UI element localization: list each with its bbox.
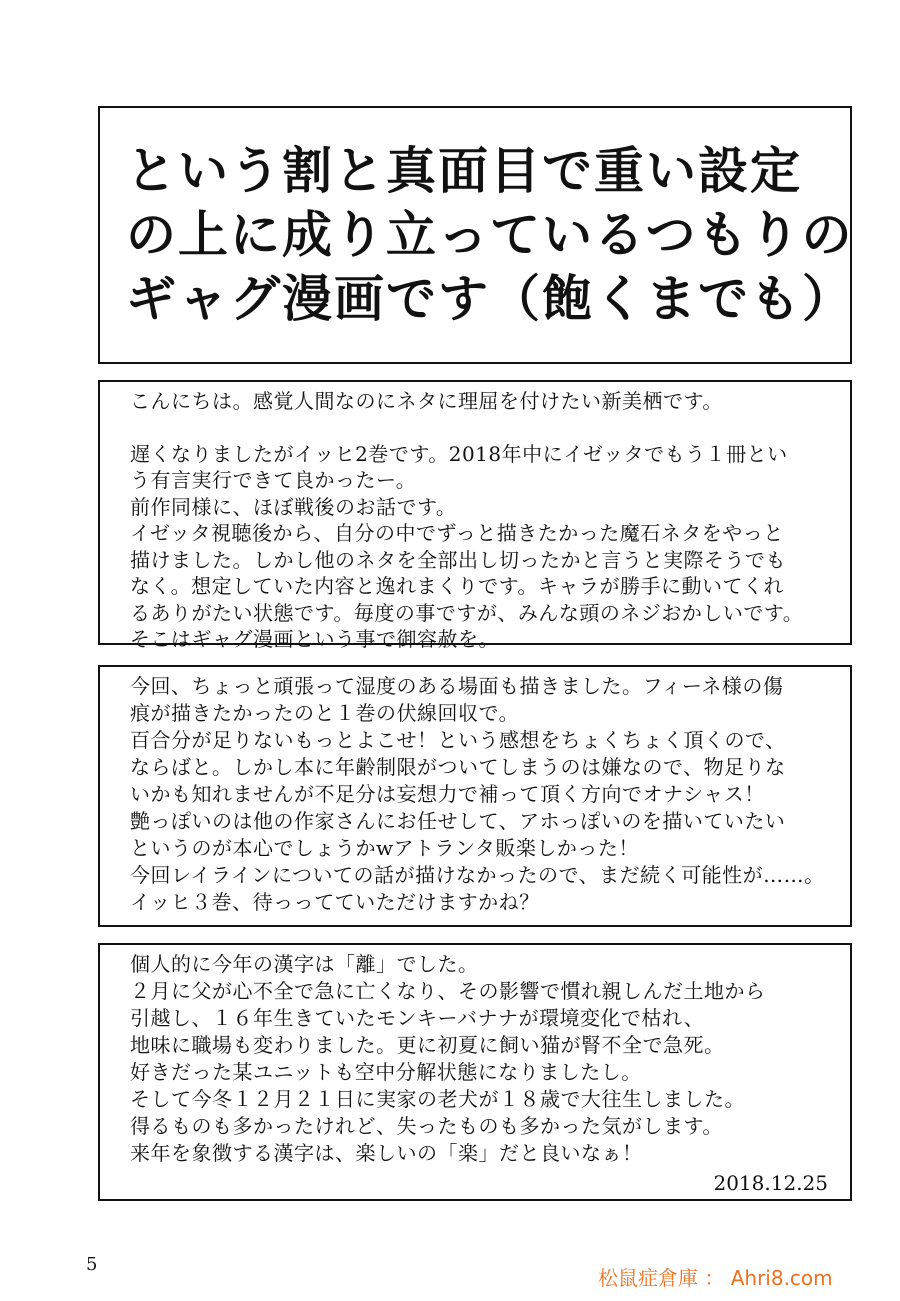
text-line: そこはギャグ漫画という事で御容赦を。 <box>130 627 499 651</box>
text-line: なく。想定していた内容と逸れまくりです。キャラが勝手に動いてくれ <box>130 574 784 598</box>
date-signature: 2018.12.25 <box>713 1171 828 1195</box>
text-line <box>130 415 836 441</box>
title-line: の上に成り立っているつもりの <box>126 206 854 264</box>
title-line: ギャグ漫画です（飽くまでも） <box>126 270 854 328</box>
text-line: 引越し、１６年生きていたモンキーバナナが環境変化で枯れ、 <box>130 1006 705 1030</box>
text-line: 描けました。しかし他のネタを全部出し切ったかと言うと実際そうでも <box>130 547 786 572</box>
afterword-section-content <box>98 665 852 927</box>
text-line: そして今冬１２月２１日に実家の老犬が１８歳で大往生しました。 <box>130 1087 745 1111</box>
text-line: イッヒ３巻、待っってていただけますかね？ <box>130 890 540 914</box>
title-line: という割と真面目で重い設定 <box>126 142 802 200</box>
text-line: いかも知れませんが不足分は妄想力で補って頂く方向でオナシャス！ <box>130 782 765 806</box>
text-line: るありがたい状態です。毎度の事ですが、みんな頭のネジおかしいです。 <box>130 600 804 625</box>
text-line: 来年を象徴する漢字は、楽しいの「楽」だと良いなぁ！ <box>130 1141 643 1165</box>
text-line: ならばと。しかし本に年齢制限がついてしまうのは嫌なので、物足りな <box>130 755 786 779</box>
text-line: う有言実行できて良かったー。 <box>130 468 417 492</box>
text-line: 前作同様に、ほぼ戦後のお話です。 <box>130 494 457 519</box>
page-number: 5 <box>86 1254 98 1275</box>
text-line: というのが本心でしょうかwアトランタ販楽しかった！ <box>130 836 639 860</box>
text-line: 遅くなりましたがイッヒ2巻です。2018年中にイゼッタでもう１冊とい <box>130 441 788 466</box>
text-line: 艶っぽいのは他の作家さんにお任せして、アホっぽいのを描いていたい <box>130 809 786 833</box>
text-line: 得るものも多かったけれど、失ったものも多かった気がします。 <box>130 1114 723 1138</box>
text-line: ２月に父が心不全で急に亡くなり、その影響で慣れ親しんだ土地から <box>130 979 766 1003</box>
title-box <box>98 106 852 364</box>
watermark-text: 松鼠症倉庫 ： Ahri8.com <box>598 1266 833 1290</box>
afterword-section-personal <box>98 943 852 1201</box>
text-line: 好きだった某ユニットも空中分解状態になりましたし。 <box>130 1060 642 1084</box>
text-line: 百合分が足りないもっとよこせ！という感想をちょくちょく頂くので、 <box>130 728 786 752</box>
text-line: 今回レイラインについての話が描けなかったので、まだ続く可能性が……。 <box>130 863 825 887</box>
text-line: イゼッタ視聴後から、自分の中でずっと描きたかった魔石ネタをやっと <box>130 521 784 545</box>
text-line: 個人的に今年の漢字は「離」でした。 <box>130 952 479 976</box>
afterword-section-greeting <box>98 380 852 651</box>
text-line: 地味に職場も変わりました。更に初夏に飼い猫が腎不全で急死。 <box>130 1033 725 1057</box>
text-line: こんにちは。感覚人間なのにネタに理屈を付けたい新美栖です。 <box>130 389 723 413</box>
text-line: 今回、ちょっと頑張って湿度のある場面も描きました。フィーネ様の傷 <box>130 674 784 698</box>
text-line: 痕が描きたかったのと１巻の伏線回収で。 <box>130 701 520 725</box>
